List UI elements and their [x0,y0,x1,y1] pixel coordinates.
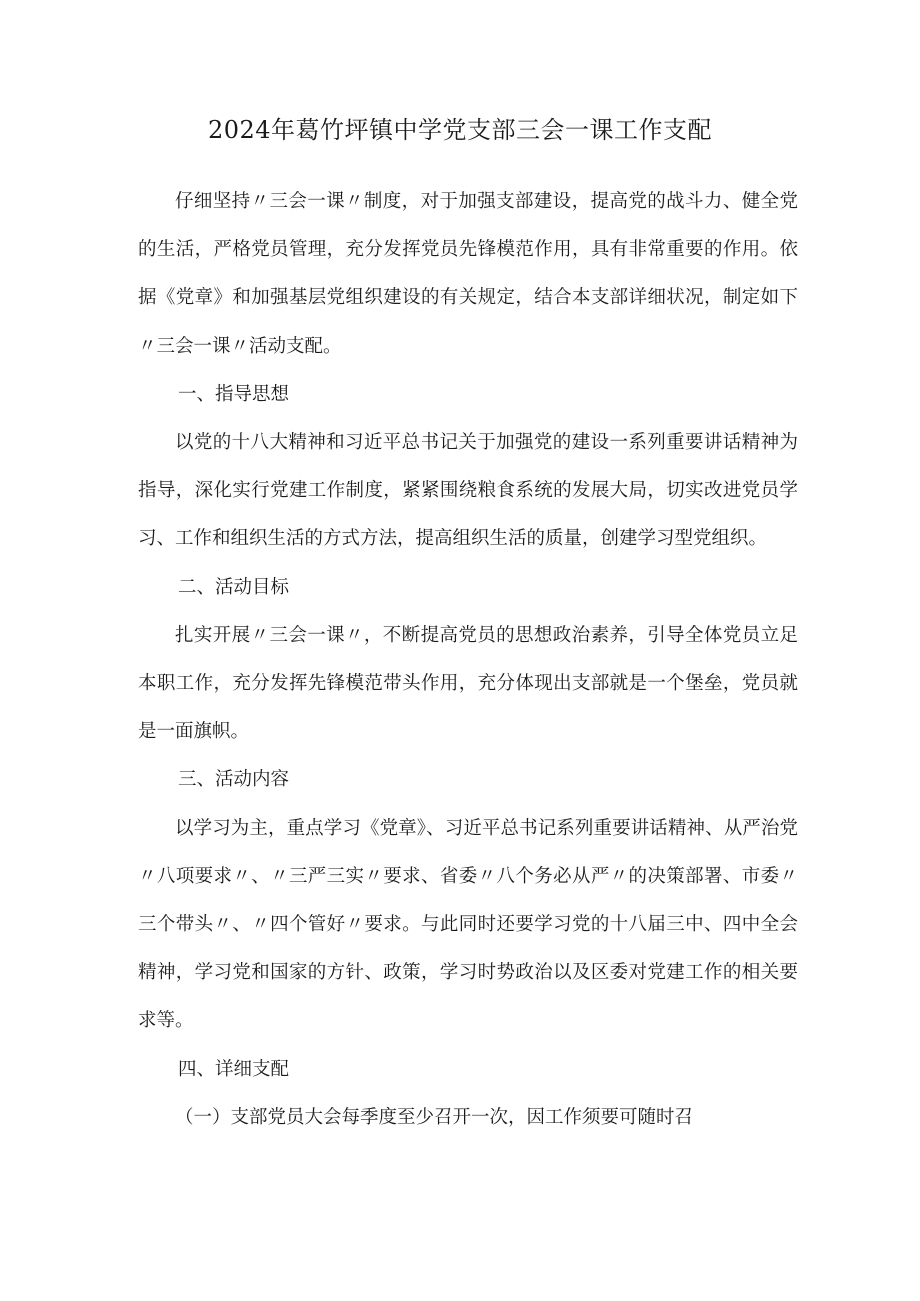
section-text-activity-content: 以学习为主，重点学习《党章》、习近平总书记系列重要讲话精神、从严治党〃八项要求〃、〃三严三实〃要求、省委〃八个务必从严〃的决策部署、市委〃三个带头〃、〃四个管好〃要求。与此同时还要学习党的十八届三中、四中全会精神，学习党和国家的方针、政策，学习时势政治以及区委对党建工作的相关要求等。 [138,817,798,1032]
intro-paragraph: 仔细坚持〃三会一课〃制度，对于加强支部建设，提高党的战斗力、健全党的生活，严格党员管理，充分发挥党员先锋模范作用，具有非常重要的作用。依据《党章》和加强基层党组织建设的有关规定，结合本支部详细状况，制定如下〃三会一课〃活动支配。 [138,191,798,357]
document-title: 2024年葛竹坪镇中学党支部三会一课工作支配 [207,116,713,144]
section-heading-activity-goals: 二、活动目标 [178,576,290,598]
document-body [138,178,798,1142]
section-heading-detailed-arrangement: 四、详细支配 [178,1058,290,1080]
section-heading-activity-content: 三、活动内容 [178,769,290,791]
section-text-guiding-ideology: 以党的十八大精神和习近平总书记关于加强党的建设一系列重要讲话精神为指导，深化实行党建工作制度，紧紧围绕粮食系统的发展大局，切实改进党员学习、工作和组织生活的方式方法，提高组织生活的质量，创建学习型党组织。 [138,432,798,550]
section-text-detailed-arrangement: （一）支部党员大会每季度至少召开一次，因工作须要可随时召 [175,1106,694,1128]
section-text-activity-goals: 扎实开展〃三会一课〃，不断提高党员的思想政治素养，引导全体党员立足本职工作，充分发挥先锋模范带头作用，充分体现出支部就是一个堡垒，党员就是一面旗帜。 [138,624,798,743]
section-heading-guiding-ideology: 一、指导思想 [178,383,290,405]
